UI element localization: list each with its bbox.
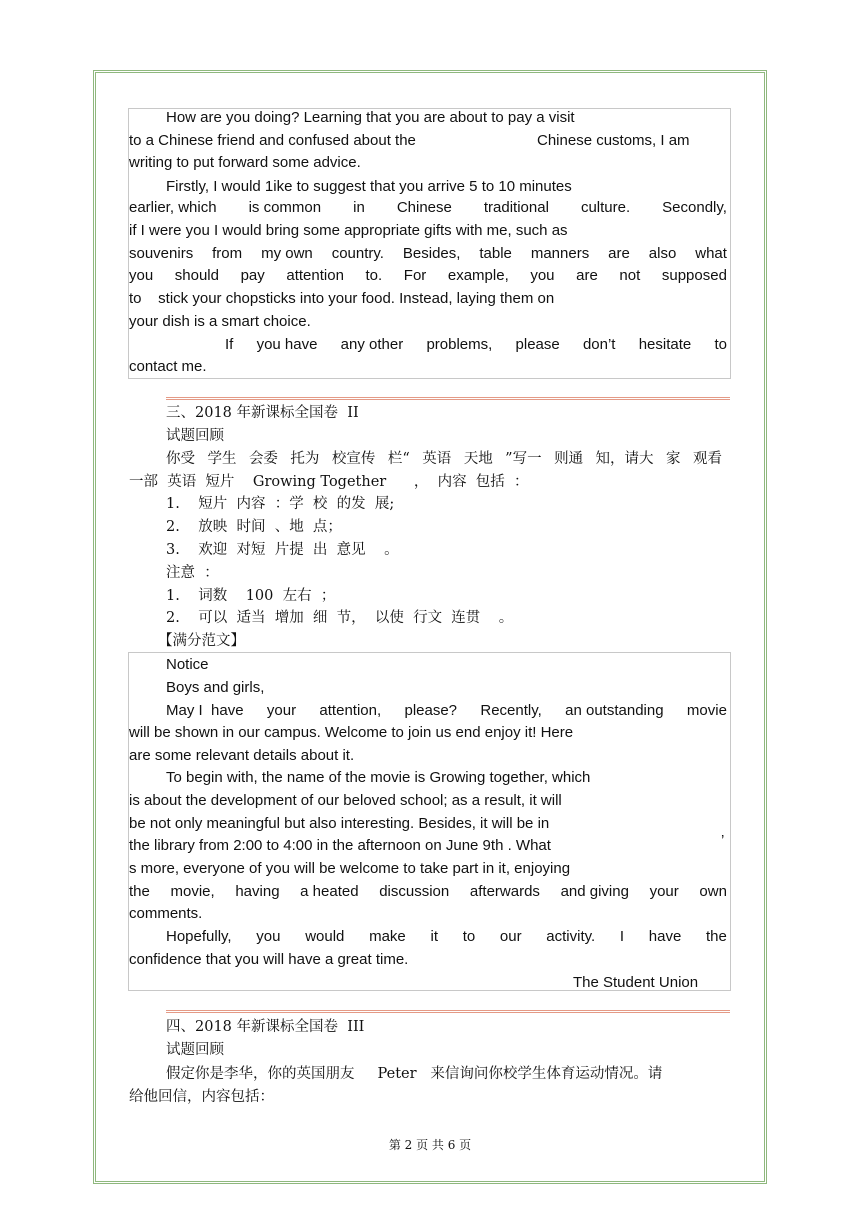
notice-line: the movie, having a heated discussion afterwards and giving your own [129, 883, 727, 900]
list-item: 1. 词数 100 左右 ； [166, 588, 336, 604]
letter-line: Firstly, I would 1ike to suggest that you arrive 5 to 10 minutes [166, 178, 572, 195]
letter-line: If you have any other problems, please don’t hesitate to [225, 336, 727, 353]
section-title: 三、2018 年新课标全国卷 II [166, 405, 359, 421]
letter-line: earlier, which is common in Chinese traditional culture. Secondly, [129, 199, 727, 216]
letter-line: your dish is a smart choice. [129, 313, 311, 330]
notice-title: Notice [166, 656, 209, 673]
notice-line: comments. [129, 905, 203, 922]
notice-line: be not only meaningful but also interesting. Besides, it will be in [129, 815, 550, 832]
letter-line: souvenirs from my own country. Besides, table manners are also what [129, 245, 727, 262]
section-title: 四、2018 年新课标全国卷 III [166, 1019, 365, 1035]
letter-line: Chinese customs, I am [537, 132, 690, 149]
notice-line-mark: ’ [721, 832, 725, 849]
section-divider [166, 397, 730, 400]
letter-line: writing to put forward some advice. [129, 154, 361, 171]
prompt-line: 假定你是李华，你的英国朋友 Peter 来信询问你校学生体育运动情况。请 [166, 1066, 663, 1082]
letter-line: to a Chinese friend and confused about the [129, 132, 416, 149]
notice-greeting: Boys and girls, [166, 679, 265, 696]
letter-line: How are you doing? Learning that you are about to pay a visit [166, 109, 575, 126]
notice-line: the library from 2:00 to 4:00 in the afternoon on June 9th . What [129, 837, 551, 854]
notice-signature: The Student Union [573, 974, 699, 991]
prompt-line: 你受 学生 会委 托为 校宣传 栏“ 英语 天地 ”写一 则通 知，请大 家 观看 [166, 451, 722, 467]
note-heading: 注意 ： [166, 565, 219, 581]
list-item: 3. 欢迎 对短 片提 出 意见 。 [166, 542, 399, 558]
list-item: 1. 短片 内容 ：学 校 的发 展; [166, 496, 395, 512]
notice-line: are some relevant details about it. [129, 747, 355, 764]
model-heading: 【满分范文】 [158, 633, 245, 649]
letter-line: contact me. [129, 358, 207, 375]
prompt-line: 一部 英语 短片 Growing Together ， 内容 包括 ： [129, 474, 529, 490]
notice-line: confidence that you will have a great time. [129, 951, 409, 968]
notice-line: Hopefully, you would make it to our activity. I have the [166, 928, 727, 945]
list-item: 2. 放映 时间 、地 点； [166, 519, 342, 535]
section-subtitle: 试题回顾 [166, 1042, 224, 1058]
notice-line: is about the development of our beloved school; as a result, it will [129, 792, 562, 809]
notice-line: s more, everyone of you will be welcome to take part in it, enjoying [129, 860, 571, 877]
letter-line: to stick your chopsticks into your food. Instead, laying them on [129, 290, 555, 307]
notice-line: will be shown in our campus. Welcome to join us end enjoy it! Here [129, 724, 574, 741]
letter-line: if I were you I would bring some appropriate gifts with me, such as [129, 222, 568, 239]
prompt-line: 给他回信，内容包括： [129, 1089, 274, 1105]
list-item: 2. 可以 适当 增加 细 节， 以使 行文 连贯 。 [166, 610, 514, 626]
notice-line: May I have your attention, please? Recently, an outstanding movie [166, 702, 727, 719]
notice-line: To begin with, the name of the movie is Growing together, which [166, 769, 591, 786]
section-divider [166, 1010, 730, 1013]
section-subtitle: 试题回顾 [166, 428, 224, 444]
page-footer: 第 2 页 共 6 页 [388, 1138, 472, 1152]
letter-line: you should pay attention to. For example, you are not supposed [129, 267, 727, 284]
